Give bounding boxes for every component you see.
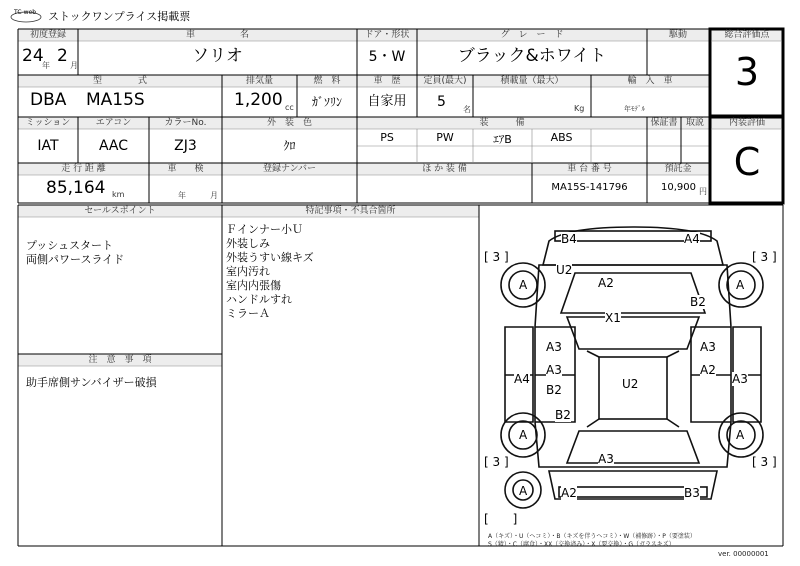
special-line-6: ハンドルすれ [226, 293, 292, 306]
load-unit: Kg [574, 104, 585, 113]
grade: ブラック&ホワイト [457, 46, 607, 66]
damage-mark: U2 [556, 263, 573, 277]
vehicle-history: 自家用 [367, 94, 407, 109]
interior-score: C [733, 140, 761, 184]
first-reg-year: 24 [22, 46, 44, 66]
mileage-label: 走 行 距 離 [61, 164, 106, 174]
inspection-label: 車 検 [167, 164, 204, 174]
exterior-color-label: 外 装 色 [266, 118, 312, 128]
history-label: 車 歴 [373, 76, 401, 86]
mission: IAT [37, 138, 59, 154]
car-name-label: 車 名 [185, 30, 249, 40]
sales-point-title: セールスポイント [84, 206, 156, 216]
damage-mark: B2 [690, 295, 706, 309]
exterior-color: ｸﾛ [283, 139, 296, 153]
door-shape-label: ドア・形状 [364, 30, 410, 40]
damage-mark: A3 [546, 340, 562, 354]
notes-title: 注 意 事 項 [88, 355, 152, 365]
equipment-label: 装 備 [479, 118, 525, 128]
damage-mark: A2 [700, 363, 716, 377]
model-type-label: 型 式 [92, 76, 147, 86]
type-prefix: DBA [30, 90, 67, 110]
import-label: 輸 入 車 [627, 76, 673, 86]
aircon: AAC [98, 138, 129, 154]
tire-front-right: A [736, 278, 745, 292]
damage-mark: A3 [598, 452, 614, 466]
chassis-label: 車 台 番 号 [567, 164, 612, 174]
warranty-label: 保証書 [650, 118, 678, 128]
damage-mark: B2 [546, 383, 562, 397]
first-reg-month: 2 [57, 46, 68, 66]
aircon-label: エアコン [95, 118, 132, 128]
page-title: ストックワンプライス掲載票 [48, 10, 191, 23]
special-line-4: 室内汚れ [226, 265, 270, 278]
bracket-rear-right: [ 3 ] [752, 455, 777, 469]
model-code: MA15S [86, 90, 145, 110]
mission-label: ミッション [25, 118, 71, 128]
first-reg-label: 初度登録 [29, 30, 66, 40]
capacity-unit: 名 [463, 105, 471, 114]
damage-mark: B4 [561, 232, 577, 246]
damage-mark: A4 [684, 232, 700, 246]
inspection-month-unit: 月 [210, 191, 218, 200]
km-unit: km [112, 190, 125, 199]
bracket-rear-left: [ 3 ] [484, 455, 509, 469]
damage-mark: A3 [700, 340, 716, 354]
displacement-label: 排気量 [245, 76, 273, 86]
damage-mark: A2 [561, 486, 577, 500]
legend-line-1: A（キズ）・U（ヘコミ）・B（キズを伴うヘコミ）・W（補修跡）・P（要塗装） [488, 533, 696, 540]
car-damage-diagram [479, 217, 783, 522]
damage-mark: B2 [555, 408, 571, 422]
door-shape: 5・W [368, 49, 406, 65]
damage-mark: B3 [684, 486, 700, 500]
overall-score: 3 [734, 50, 760, 94]
overall-score-label: 総合評価点 [724, 30, 770, 40]
month-unit: 月 [70, 61, 78, 70]
drive-label: 駆動 [668, 30, 687, 40]
sales-point-line-2: 両側パワースライド [26, 253, 125, 266]
special-notes-title: 特記事項・不具合箇所 [305, 206, 396, 216]
tire-rear-right: A [736, 428, 745, 442]
deposit-label: 預託金 [664, 164, 692, 174]
capacity: 5 [437, 94, 446, 110]
mileage: 85,164 [46, 178, 106, 198]
legend-line-2: S（錆）・C（腐食）・XX（交換済み）・X（要交換）・G（ガラスキズ） [488, 541, 675, 548]
fuel-label: 燃 料 [313, 76, 341, 86]
grade-label: グ レ ー ド [500, 30, 564, 40]
damage-mark: A3 [546, 363, 562, 377]
chassis-number: MA15S-141796 [551, 182, 628, 193]
tire-spare: A [519, 484, 528, 498]
damage-mark: A4 [514, 372, 530, 386]
bracket-spare: [ ] [484, 512, 518, 526]
logo-text: TC-web [14, 9, 37, 16]
fuel: ｶﾞｿﾘﾝ [311, 95, 342, 109]
damage-mark: U2 [622, 377, 639, 391]
color-no: ZJ3 [174, 138, 197, 154]
bracket-front-right: [ 3 ] [752, 250, 777, 264]
special-line-5: 室内内張傷 [226, 279, 281, 292]
displacement: 1,200 [234, 90, 283, 110]
sales-point-line-1: プッシュスタート [26, 239, 114, 252]
equip-ps: PS [380, 131, 394, 144]
plate-label: 登録ナンバー [263, 164, 316, 174]
yen-unit: 円 [699, 187, 707, 196]
year-unit: 年 [42, 61, 50, 70]
capacity-label: 定員(最大) [423, 76, 467, 86]
version-label: ver. 00000001 [718, 550, 769, 558]
special-line-1: Ｆインナー小Ｕ [226, 223, 303, 236]
damage-mark: A3 [732, 372, 748, 386]
equip-abs: ABS [550, 131, 573, 144]
color-no-label: カラーNo. [164, 118, 207, 128]
damage-mark: X1 [605, 311, 621, 325]
other-equipment-label: ほ か 装 備 [422, 164, 467, 174]
import-model-year: 年ﾓﾃﾞﾙ [624, 105, 645, 113]
notes-line-1: 助手席側サンバイザー破損 [26, 376, 157, 389]
load-label: 積載量（最大） [500, 76, 564, 86]
special-line-2: 外装しみ [226, 237, 270, 250]
equip-airbag: ｴｱB [493, 133, 512, 146]
deposit-value: 10,900 [661, 182, 696, 193]
equip-pw: PW [436, 131, 454, 144]
bracket-front-left: [ 3 ] [484, 250, 509, 264]
tire-rear-left: A [519, 428, 528, 442]
inspection-year-unit: 年 [178, 191, 186, 200]
special-line-3: 外装うすい線キズ [226, 251, 314, 264]
manual-label: 取説 [685, 118, 704, 128]
cc-unit: cc [285, 103, 294, 112]
damage-mark: A2 [598, 276, 614, 290]
interior-score-label: 内装評価 [728, 118, 765, 128]
car-name: ソリオ [192, 46, 243, 66]
tire-front-left: A [519, 278, 528, 292]
special-line-7: ミラーＡ [226, 307, 270, 320]
